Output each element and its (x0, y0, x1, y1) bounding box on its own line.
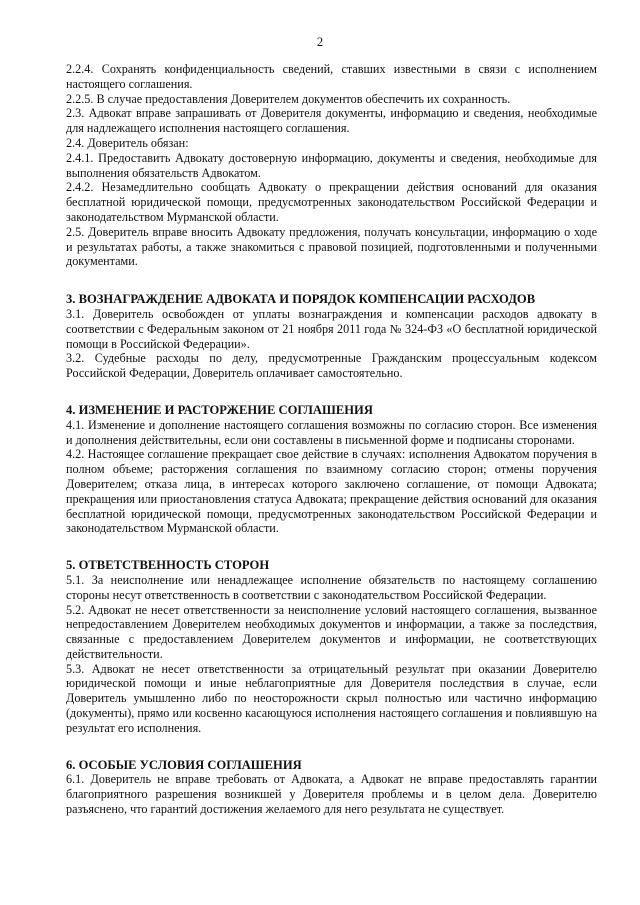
clause-2-4: 2.4. Доверитель обязан: (66, 135, 189, 150)
clause-2-4-1: 2.4.1. Предоставить Адвокату достоверную информацию, документы и сведения, необходимые для выполнения обязательств Адвокатом. (66, 150, 597, 180)
section-heading-6: 6. ОСОБЫЕ УСЛОВИЯ СОГЛАШЕНИЯ (66, 757, 302, 772)
clause-3-2: 3.2. Судебные расходы по делу, предусмотренные Гражданским процессуальным кодексом Российской Федерации, Доверитель оплачивает самостоятельно. (66, 351, 597, 381)
clause-4-2: 4.2. Настоящее соглашение прекращает свое действие в случаях: исполнения Адвокатом поручения в полном объеме; расторжения соглашения по взаимному согласию сторон; отмены поручения Доверителем; отказа лица, в интересах которого заключено соглашение, от помощи Адвоката; прекращения или приостановления статуса Адвоката; прекращение действия оснований для оказания бесплатной юридической помощи, предусмотренных законодательством Российской Федерации и законодательством Мурманской области. (66, 447, 597, 536)
clause-2-2-5: 2.2.5. В случае предоставления Доверителем документов обеспечить их сохранность. (66, 91, 511, 106)
clause-4-1: 4.1. Изменение и дополнение настоящего соглашения возможны по согласию сторон. Все изменения и дополнения действительны, если они составлены в письменной форме и подписаны сторонами. (66, 417, 597, 447)
clause-6-1: 6.1. Доверитель не вправе требовать от Адвоката, а Адвокат не вправе предоставлять гарантии благоприятного разрешения возникшей у Доверителя проблемы и в целом дела. Доверителю разъяснено, что гарантий достижения желаемого для него результата не существует. (66, 772, 597, 817)
section-heading-3: 3. ВОЗНАГРАЖДЕНИЕ АДВОКАТА И ПОРЯДОК КОМПЕНСАЦИИ РАСХОДОВ (66, 292, 536, 307)
clause-2-5: 2.5. Доверитель вправе вносить Адвокату предложения, получать консультации, информацию о ходе и результатах работы, а также знакомиться с правовой позицией, подготовленными и полученными документами. (66, 224, 597, 269)
clause-2-3: 2.3. Адвокат вправе запрашивать от Доверителя документы, информацию и сведения, необходимые для надлежащего исполнения настоящего соглашения. (66, 106, 597, 136)
clause-5-2: 5.2. Адвокат не несет ответственности за неисполнение условий настоящего соглашения, вызванное непредоставлением Доверителем необходимых документов и информации, а также за последствия, связанные с предоставлением Доверителем документов и информации, не соответствующих действительности. (66, 602, 597, 661)
clause-5-3: 5.3. Адвокат не несет ответственности за отрицательный результат при оказании Доверителю юридической помощи и иные неблагоприятные для Доверителя последствия в случае, если Доверитель умышленно либо по неосторожности скрыл полностью или частично информацию (документы), прямо или косвенно касающуюся исполнения настоящего соглашения и повлиявшую на результат его исполнения. (66, 661, 597, 735)
section-heading-5: 5. ОТВЕТСТВЕННОСТЬ СТОРОН (66, 558, 270, 573)
document-body (66, 62, 597, 817)
section-heading-4: 4. ИЗМЕНЕНИЕ И РАСТОРЖЕНИЕ СОГЛАШЕНИЯ (66, 402, 373, 417)
clause-2-4-2: 2.4.2. Незамедлительно сообщать Адвокату о прекращении действия оснований для оказания бесплатной юридической помощи, предусмотренных законодательством Российской Федерации и законодательством Мурманской области. (66, 180, 597, 224)
clause-3-1: 3.1. Доверитель освобожден от уплаты вознаграждения и компенсации расходов адвокату в соответствии с Федеральным законом от 21 ноября 2011 года № 324-ФЗ «О бесплатной юридической помощи в Российской Федерации». (66, 306, 597, 351)
page-number: 2 (316, 35, 324, 49)
clause-5-1: 5.1. За неисполнение или ненадлежащее исполнение обязательств по настоящему соглашению стороны несут ответственность в соответствии с законодательством Российской Федерации. (66, 572, 597, 602)
clause-2-2-4: 2.2.4. Сохранять конфиденциальность сведений, ставших известными в связи с исполнением настоящего соглашения. (66, 62, 597, 91)
